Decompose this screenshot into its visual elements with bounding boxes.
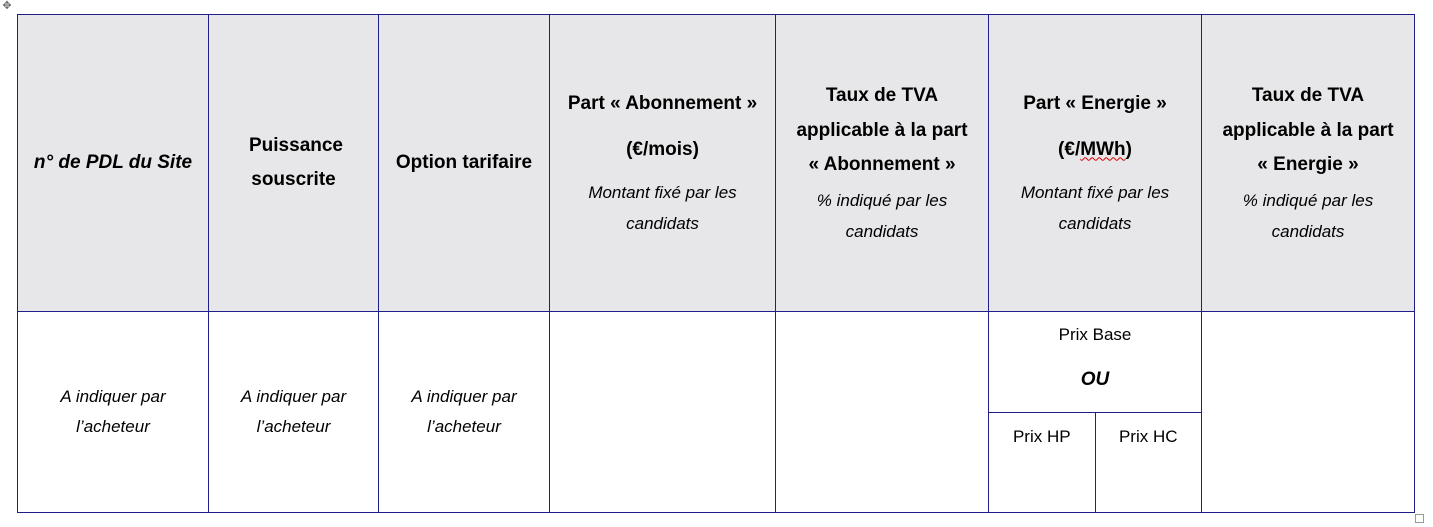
header-pdl-label: n° de PDL du Site bbox=[33, 151, 193, 173]
header-energie-unit bbox=[989, 133, 1201, 168]
pdl-value-text: A indiquer par l’acheteur bbox=[60, 387, 166, 436]
header-energie-unit-open: (€/ bbox=[1058, 138, 1081, 160]
data-row bbox=[18, 312, 1415, 513]
cell-tva-energie-value[interactable] bbox=[1202, 312, 1415, 513]
header-cell-puissance[interactable] bbox=[209, 15, 379, 312]
prix-base-label: Prix Base bbox=[1058, 325, 1132, 344]
table-move-handle-icon[interactable]: ✥ bbox=[2, 0, 12, 12]
header-tva-abonnement-note: % indiqué par les candidats bbox=[816, 190, 948, 241]
header-cell-option[interactable] bbox=[379, 15, 550, 312]
header-cell-energie[interactable] bbox=[989, 15, 1202, 312]
header-energie-unit-word: MWh bbox=[1080, 138, 1126, 160]
header-option-label: Option tarifaire bbox=[395, 151, 533, 173]
cell-tva-abonnement-value[interactable] bbox=[776, 312, 989, 513]
header-tva-energie-note: % indiqué par les candidats bbox=[1242, 190, 1374, 241]
cell-option-value[interactable] bbox=[379, 312, 550, 513]
header-cell-tva-abonnement[interactable] bbox=[776, 15, 989, 312]
option-value-text: A indiquer par l’acheteur bbox=[411, 387, 517, 436]
header-cell-pdl[interactable] bbox=[18, 15, 209, 312]
prix-hp-cell[interactable] bbox=[989, 413, 1096, 512]
cell-abonnement-value[interactable] bbox=[550, 312, 776, 513]
header-tva-energie-label: Taux de TVA applicable à la part « Energie » bbox=[1222, 85, 1394, 176]
puissance-value-text: A indiquer par l’acheteur bbox=[240, 387, 347, 436]
header-abonnement-unit: (€/mois) bbox=[626, 138, 699, 160]
header-row bbox=[18, 15, 1415, 312]
header-tva-abonnement-label: Taux de TVA applicable à la part « Abonnement » bbox=[796, 85, 968, 176]
header-cell-abonnement[interactable] bbox=[550, 15, 776, 312]
header-energie-note: Montant fixé par les candidats bbox=[1020, 183, 1170, 233]
cell-energie-value bbox=[989, 312, 1202, 513]
cell-puissance-value[interactable] bbox=[209, 312, 379, 513]
prix-hc-label: Prix HC bbox=[1118, 427, 1178, 446]
header-energie-label: Part « Energie » bbox=[1023, 93, 1167, 114]
pricing-table bbox=[17, 14, 1415, 513]
ou-label: OU bbox=[1080, 369, 1110, 390]
header-abonnement-note: Montant fixé par les candidats bbox=[588, 183, 737, 233]
prix-hp-label: Prix HP bbox=[1012, 427, 1071, 446]
header-cell-tva-energie[interactable] bbox=[1202, 15, 1415, 312]
table-resize-handle-icon[interactable] bbox=[1415, 514, 1424, 523]
header-puissance-label: Puissance souscrite bbox=[249, 134, 343, 190]
prix-hc-cell[interactable] bbox=[1096, 413, 1202, 512]
header-energie-unit-close: ) bbox=[1125, 138, 1132, 160]
prix-hp-hc-row bbox=[989, 413, 1201, 512]
cell-pdl-value[interactable] bbox=[18, 312, 209, 513]
energie-price-grid bbox=[989, 312, 1201, 512]
prix-base-cell[interactable] bbox=[989, 312, 1201, 413]
header-abonnement-label: Part « Abonnement » bbox=[567, 93, 758, 114]
